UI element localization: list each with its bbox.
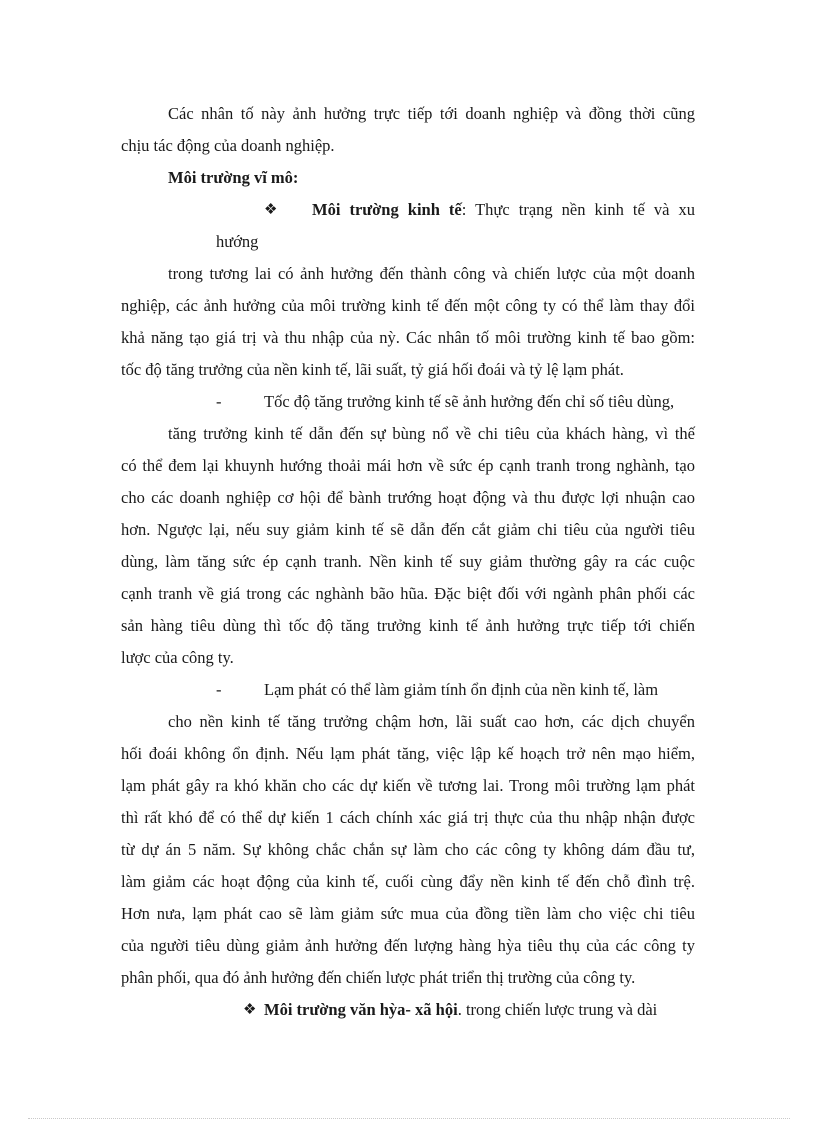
inflation-line-7: Hơn nưa, lạm phát cao sẽ làm giảm sức mua của đồng tiền làm cho việc chi tiêu bbox=[121, 904, 695, 923]
macro-environment-heading: Môi trường vĩ mô: bbox=[168, 168, 299, 187]
diamond-bullet-icon: ❖ bbox=[243, 1002, 257, 1018]
inflation-line-8: của người tiêu dùng giảm ảnh hưởng đến lượng hàng hỳa tiêu thụ của các công ty bbox=[121, 936, 695, 955]
economic-line-3: khả năng tạo giá trị và thu nhập của nỳ. Các nhân tố môi trường kinh tế bao gồm: bbox=[121, 328, 695, 347]
inflation-line-2: hối đoái không ổn định. Nếu lạm phát tăng, việc lập kế hoạch trở nên mạo hiểm, bbox=[121, 744, 695, 763]
page-bottom-rule bbox=[28, 1118, 790, 1119]
inflation-line-1: cho nền kinh tế tăng trưởng chậm hơn, lãi suất cao hơn, các dịch chuyển bbox=[168, 712, 695, 731]
economic-first-line-rest: : Thực trạng nền kinh tế và xu bbox=[461, 200, 695, 219]
inflation-line-5: từ dự án 5 năm. Sự không chắc chắn sự làm cho các công ty không dám đầu tư, bbox=[121, 840, 695, 859]
intro-line-2: chịu tác động của doanh nghiệp. bbox=[121, 136, 335, 155]
economic-line-4: tốc độ tăng trưởng của nền kinh tế, lãi suất, tỷ giá hối đoái và tỷ lệ lạm phát. bbox=[121, 360, 624, 379]
inflation-line-4: thì rất khó để có thể dự kiến 1 cách chính xác giá trị thực của thu nhập nhận được bbox=[121, 808, 695, 827]
dash-bullet: - bbox=[216, 680, 222, 699]
economic-bullet-line bbox=[312, 200, 695, 220]
economic-line-2: nghiệp, các ảnh hưởng của môi trường kinh tế đến một công ty có thể làm thay đổi bbox=[121, 296, 695, 315]
inflation-line-3: lạm phát gây ra khó khăn cho các dự kiến về tương lai. Trong môi trường lạm phát bbox=[121, 776, 695, 795]
economic-label: Môi trường kinh tế bbox=[312, 200, 462, 219]
inflation-line-9: phân phối, qua đó ảnh hưởng đến chiến lược phát triển thị trường của công ty. bbox=[121, 968, 636, 987]
culture-bullet-line bbox=[264, 1000, 657, 1020]
growth-line-1: tăng trưởng kinh tế dẫn đến sự bùng nổ về chi tiêu của khách hàng, vì thế bbox=[168, 424, 695, 443]
inflation-first-line: Lạm phát có thể làm giảm tính ổn định của nền kinh tế, làm bbox=[264, 680, 659, 699]
culture-label: Môi trường văn hỳa- xã hội bbox=[264, 1000, 458, 1019]
culture-first-line-rest: . trong chiến lược trung và dài bbox=[457, 1000, 658, 1019]
intro-line-1: Các nhân tố này ảnh hưởng trực tiếp tới doanh nghiệp và đồng thời cũng bbox=[168, 104, 695, 123]
economic-line-hướng: hướng bbox=[216, 232, 259, 251]
growth-line-3: cho các doanh nghiệp cơ hội để bành trướng hoạt động và thu được lợi nhuận cao bbox=[121, 488, 695, 507]
growth-line-5: dùng, làm tăng sức ép cạnh tranh. Nền kinh tế suy giảm thường gây ra các cuộc bbox=[121, 552, 695, 571]
growth-line-6: cạnh tranh về giá trong các nghành bão hũa. Đặc biệt đối với ngành phân phối các bbox=[121, 584, 695, 603]
growth-first-line: Tốc độ tăng trưởng kinh tế sẽ ảnh hưởng đến chỉ số tiêu dùng, bbox=[264, 392, 675, 411]
diamond-bullet-icon: ❖ bbox=[264, 202, 278, 218]
dash-bullet: - bbox=[216, 392, 222, 411]
growth-line-7: sản hàng tiêu dùng thì tốc độ tăng trưởng kinh tế ảnh hưởng trực tiếp tới chiến bbox=[121, 616, 695, 635]
inflation-line-6: làm giảm các hoạt động của kinh tế, cuối cùng đẩy nền kinh tế đến chỗ đình trệ. bbox=[121, 872, 695, 891]
growth-line-8: lược của công ty. bbox=[121, 648, 234, 667]
economic-line-1: trong tương lai có ảnh hưởng đến thành công và chiến lược của một doanh bbox=[168, 264, 695, 283]
growth-line-4: hơn. Ngược lại, nếu suy giảm kinh tế sẽ dẫn đến cắt giảm chi tiêu của người tiêu bbox=[121, 520, 695, 539]
growth-line-2: có thể đem lại khuynh hướng thoải mái hơn về sức ép cạnh tranh trong nghành, tạo bbox=[121, 456, 695, 475]
